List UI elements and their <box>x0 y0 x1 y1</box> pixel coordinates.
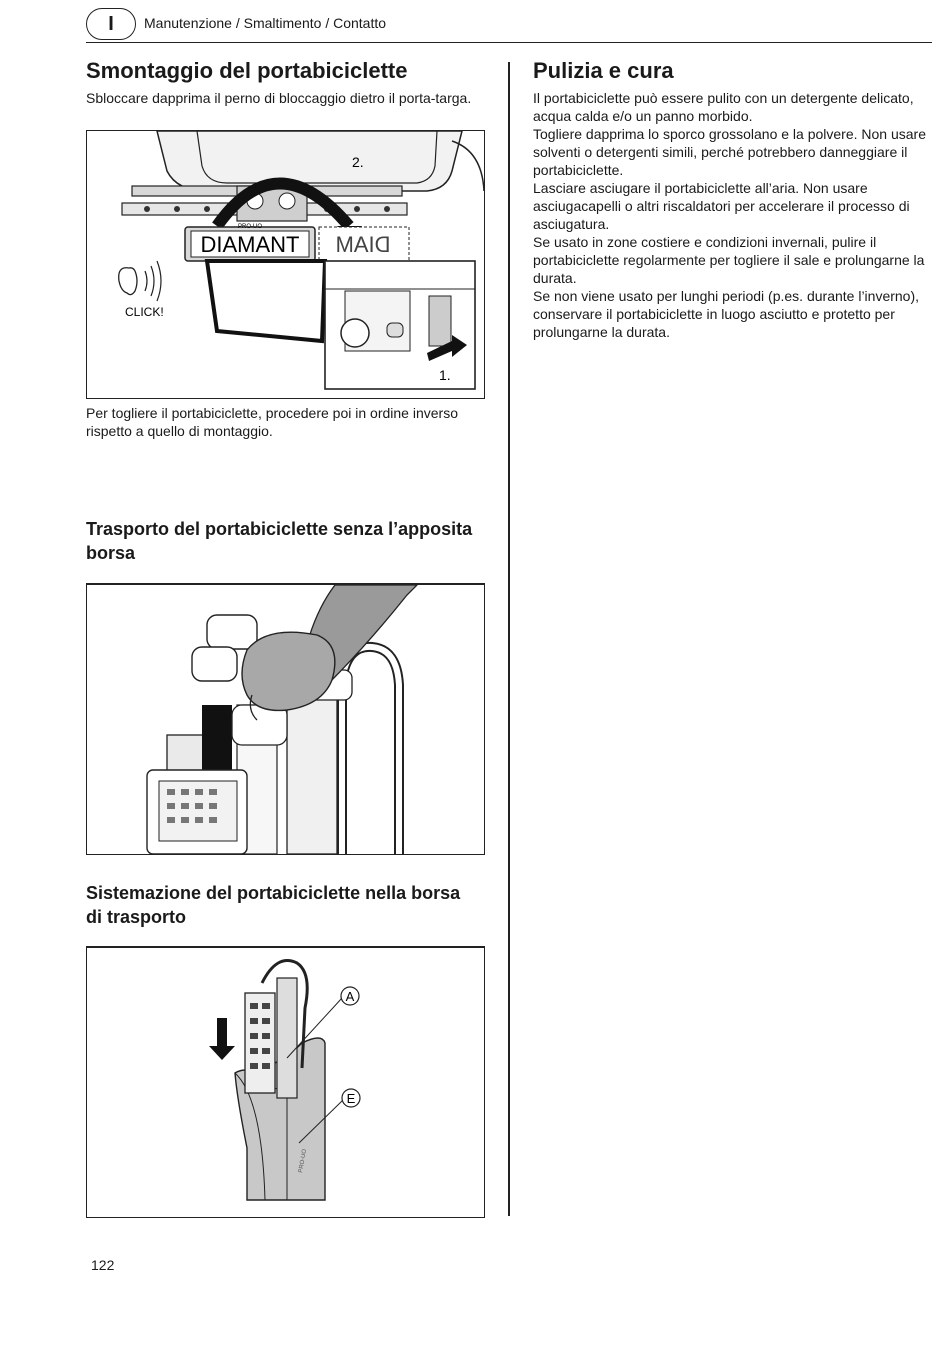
step-1-label: 1. <box>439 367 451 383</box>
dismount-intro: Sbloccare dapprima il perno di bloccaggio dietro il porta-targa. <box>86 90 472 106</box>
page-number: 122 <box>91 1257 115 1273</box>
section-title: Manutenzione / Smaltimento / Contatto <box>144 15 387 31</box>
figure-bag <box>86 946 485 1218</box>
step-2-label: 2. <box>352 154 364 170</box>
plate-brand: PRO-UO <box>238 224 262 230</box>
click-label: CLICK! <box>125 305 164 319</box>
heading-transport-no-bag: Trasporto del portabiciclette senza l’apposita borsa <box>86 519 473 563</box>
bag-illustration <box>87 948 484 1217</box>
heading-dismount: Smontaggio del portabiciclette <box>86 58 408 83</box>
plate-mirror-text: DIAM <box>335 232 391 257</box>
cleaning-paragraph: Il portabiciclette può essere pulito con un detergente delicato, acqua calda e/o un panno morbido. <box>533 90 914 124</box>
transport-illustration <box>87 585 484 854</box>
heading-cleaning: Pulizia e cura <box>533 58 674 83</box>
dismount-illustration <box>87 131 484 398</box>
plate-text: DIAMANT <box>200 232 300 257</box>
cleaning-paragraph: Se usato in zone costiere e condizioni invernali, pulire il portabiciclette regolarmente per togliere il sale e prolungarne la durata. <box>533 234 925 286</box>
language-badge: I <box>86 8 136 40</box>
callout-a: A <box>345 989 355 1004</box>
cleaning-text <box>533 89 931 341</box>
figure-transport-hand <box>86 583 485 855</box>
figure-dismount <box>86 130 485 399</box>
cleaning-paragraph: Togliere dapprima lo sporco grossolano e la polvere. Non usare solventi o detergenti simili, perché potrebbero danneggiare il portabiciclette. <box>533 126 926 178</box>
page-header <box>86 6 932 43</box>
cleaning-paragraph: Se non viene usato per lunghi periodi (p.es. durante l’inverno), conservare il portabiciclette in luogo asciutto e protetto per prolungarne la durata. <box>533 288 920 340</box>
column-divider <box>508 62 510 1216</box>
callout-e: E <box>346 1091 356 1106</box>
cleaning-paragraph: Lasciare asciugare il portabiciclette all’aria. Non usare asciugacapelli o altri riscaldatori per accelerare il processo di asciugatura. <box>533 180 910 232</box>
heading-bag-storage: Sistemazione del portabiciclette nella borsa di trasporto <box>86 883 461 927</box>
dismount-after-text: Per togliere il portabiciclette, procedere poi in ordine inverso rispetto a quello di montaggio. <box>86 405 458 439</box>
bag-brand: PRO-UO <box>298 1148 309 1174</box>
